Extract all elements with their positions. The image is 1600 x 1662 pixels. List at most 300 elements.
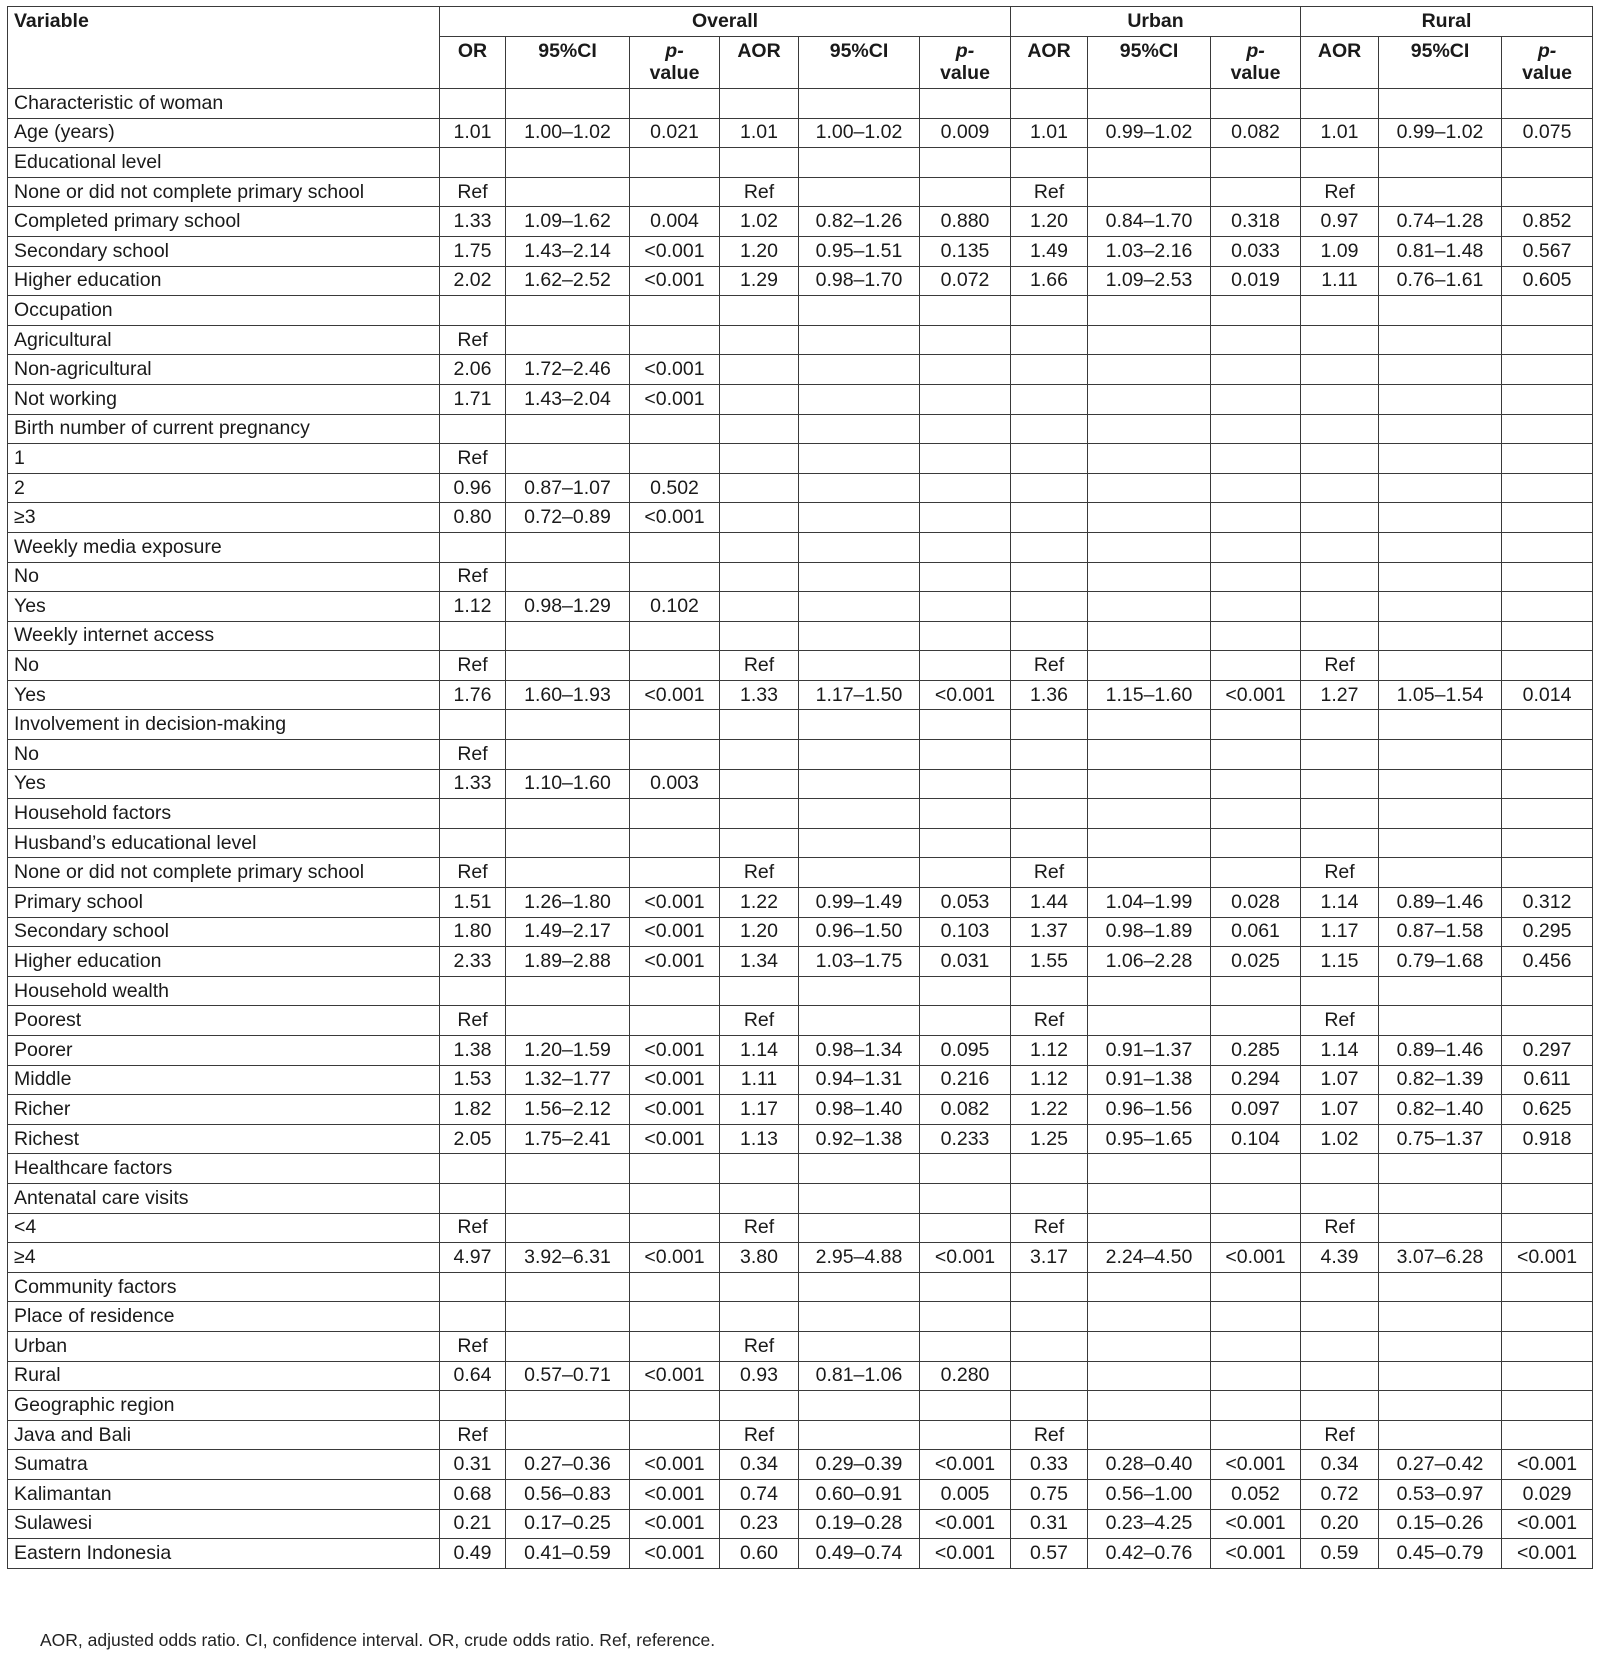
- table-cell: [506, 1154, 630, 1184]
- category-row: [8, 532, 1593, 562]
- table-cell: <0.001: [630, 1243, 720, 1273]
- table-cell: 0.57: [1011, 1539, 1088, 1569]
- table-cell: 1.01: [720, 118, 799, 148]
- table-cell: [440, 710, 506, 740]
- subcolumn-header-text: OR: [457, 40, 488, 62]
- table-cell: 1.25: [1011, 1124, 1088, 1154]
- table-cell: <0.001: [630, 947, 720, 977]
- table-cell: [440, 1154, 506, 1184]
- table-cell: [630, 828, 720, 858]
- table-cell: <0.001: [920, 1539, 1011, 1569]
- table-cell: [799, 1331, 920, 1361]
- table-cell: [1502, 473, 1593, 503]
- category-row: [8, 414, 1593, 444]
- subcolumn-header-text: value: [1230, 62, 1281, 84]
- table-cell: Ref: [720, 1331, 799, 1361]
- table-cell: [920, 592, 1011, 622]
- table-cell: [1088, 325, 1211, 355]
- table-cell: <0.001: [630, 384, 720, 414]
- table-cell: 0.94–1.31: [799, 1065, 920, 1095]
- table-cell: [1379, 1331, 1502, 1361]
- table-row: [8, 1006, 1593, 1036]
- table-cell: [1379, 177, 1502, 207]
- table-cell: [920, 148, 1011, 178]
- table-cell: [720, 621, 799, 651]
- table-cell: [1211, 976, 1301, 1006]
- table-cell: [799, 858, 920, 888]
- table-cell: [506, 828, 630, 858]
- table-cell: [1211, 177, 1301, 207]
- table-cell: 1.36: [1011, 680, 1088, 710]
- table-cell: [920, 503, 1011, 533]
- table-cell: [720, 1183, 799, 1213]
- table-cell: [1088, 473, 1211, 503]
- table-cell: Ref: [1011, 177, 1088, 207]
- table-cell: [1088, 1391, 1211, 1421]
- table-cell: [799, 473, 920, 503]
- table-cell: [720, 1272, 799, 1302]
- table-cell: <0.001: [630, 1539, 720, 1569]
- row-label: Weekly internet access: [8, 621, 440, 651]
- table-cell: [1211, 562, 1301, 592]
- table-cell: 0.280: [920, 1361, 1011, 1391]
- table-cell: 0.297: [1502, 1036, 1593, 1066]
- row-label: Eastern Indonesia: [8, 1539, 440, 1569]
- table-cell: 0.76–1.61: [1379, 266, 1502, 296]
- table-cell: 0.84–1.70: [1088, 207, 1211, 237]
- table-cell: [799, 769, 920, 799]
- table-cell: [920, 473, 1011, 503]
- table-cell: 1.11: [720, 1065, 799, 1095]
- table-cell: [720, 325, 799, 355]
- table-cell: [1502, 1361, 1593, 1391]
- table-cell: 4.97: [440, 1243, 506, 1273]
- table-cell: [1211, 799, 1301, 829]
- table-cell: [1301, 89, 1379, 119]
- section-row: [8, 89, 1593, 119]
- table-cell: 0.061: [1211, 917, 1301, 947]
- table-cell: [630, 799, 720, 829]
- row-label: Urban: [8, 1331, 440, 1361]
- table-row: [8, 177, 1593, 207]
- table-cell: [630, 1006, 720, 1036]
- table-cell: [1088, 1302, 1211, 1332]
- table-cell: [1502, 1154, 1593, 1184]
- table-cell: 0.99–1.02: [1379, 118, 1502, 148]
- table-cell: <0.001: [630, 503, 720, 533]
- table-cell: <0.001: [1211, 1509, 1301, 1539]
- table-cell: [1379, 1154, 1502, 1184]
- subcolumn-header-text: value: [1522, 62, 1572, 84]
- table-cell: 0.003: [630, 769, 720, 799]
- table-cell: 0.19–0.28: [799, 1509, 920, 1539]
- subcolumn-header: [630, 37, 720, 89]
- table-cell: [506, 325, 630, 355]
- table-row: [8, 1213, 1593, 1243]
- table-cell: [799, 384, 920, 414]
- table-cell: [506, 444, 630, 474]
- table-cell: [720, 710, 799, 740]
- table-cell: [799, 592, 920, 622]
- table-cell: 2.95–4.88: [799, 1243, 920, 1273]
- table-cell: [1211, 710, 1301, 740]
- table-cell: [720, 1154, 799, 1184]
- table-cell: [1502, 799, 1593, 829]
- table-cell: [1379, 148, 1502, 178]
- table-cell: [1088, 1331, 1211, 1361]
- header-row-groups: [8, 7, 1593, 37]
- table-cell: 1.11: [1301, 266, 1379, 296]
- table-cell: 1.22: [720, 888, 799, 918]
- table-cell: 1.53: [440, 1065, 506, 1095]
- table-cell: 1.07: [1301, 1095, 1379, 1125]
- row-label: Completed primary school: [8, 207, 440, 237]
- table-cell: <0.001: [630, 1095, 720, 1125]
- table-cell: [630, 532, 720, 562]
- table-cell: [506, 799, 630, 829]
- p-italic-prefix: p-: [1246, 40, 1265, 62]
- table-cell: [1502, 1006, 1593, 1036]
- table-cell: [1502, 769, 1593, 799]
- table-cell: 1.00–1.02: [506, 118, 630, 148]
- table-cell: [1379, 592, 1502, 622]
- p-italic-prefix: p-: [955, 40, 975, 62]
- table-cell: 1.33: [440, 207, 506, 237]
- table-cell: [1088, 414, 1211, 444]
- table-cell: 0.605: [1502, 266, 1593, 296]
- table-cell: 1.43–2.04: [506, 384, 630, 414]
- table-cell: [506, 296, 630, 326]
- table-cell: 0.89–1.46: [1379, 888, 1502, 918]
- table-cell: [920, 1154, 1011, 1184]
- table-cell: 0.98–1.34: [799, 1036, 920, 1066]
- table-cell: Ref: [720, 177, 799, 207]
- table-cell: 1.01: [1011, 118, 1088, 148]
- table-cell: 1.01: [440, 118, 506, 148]
- row-label: Age (years): [8, 118, 440, 148]
- row-label: Husband’s educational level: [8, 828, 440, 858]
- table-cell: 1.17: [720, 1095, 799, 1125]
- table-cell: [1502, 828, 1593, 858]
- subcolumn-header: [1502, 37, 1593, 89]
- table-row: [8, 503, 1593, 533]
- table-row: [8, 236, 1593, 266]
- table-cell: [920, 976, 1011, 1006]
- table-cell: [630, 444, 720, 474]
- table-cell: 0.97: [1301, 207, 1379, 237]
- table-cell: [920, 1420, 1011, 1450]
- table-cell: 0.56–1.00: [1088, 1479, 1211, 1509]
- table-cell: <0.001: [1211, 1539, 1301, 1569]
- table-cell: Ref: [440, 1420, 506, 1450]
- table-cell: 0.028: [1211, 888, 1301, 918]
- table-cell: 2.02: [440, 266, 506, 296]
- table-cell: [1379, 532, 1502, 562]
- table-cell: 1.26–1.80: [506, 888, 630, 918]
- subcolumn-header-text: 95%CI: [1410, 40, 1470, 62]
- table-cell: Ref: [440, 740, 506, 770]
- table-cell: [1011, 592, 1088, 622]
- table-cell: [1011, 414, 1088, 444]
- table-cell: [920, 799, 1011, 829]
- table-cell: [1011, 799, 1088, 829]
- table-cell: <0.001: [630, 1509, 720, 1539]
- table-cell: 1.51: [440, 888, 506, 918]
- table-cell: [506, 532, 630, 562]
- subcolumn-header-text: 95%CI: [1119, 40, 1179, 62]
- table-cell: 0.81–1.48: [1379, 236, 1502, 266]
- table-cell: [1088, 976, 1211, 1006]
- subcolumn-header-text: value: [940, 62, 990, 84]
- table-cell: [720, 740, 799, 770]
- table-cell: [1011, 296, 1088, 326]
- row-label: Birth number of current pregnancy: [8, 414, 440, 444]
- table-cell: 0.918: [1502, 1124, 1593, 1154]
- table-cell: <0.001: [630, 888, 720, 918]
- table-cell: 0.34: [1301, 1450, 1379, 1480]
- table-cell: [720, 562, 799, 592]
- table-cell: [1088, 384, 1211, 414]
- table-cell: [440, 1302, 506, 1332]
- table-cell: 3.80: [720, 1243, 799, 1273]
- table-cell: 0.102: [630, 592, 720, 622]
- table-cell: 1.20: [720, 917, 799, 947]
- table-cell: [1088, 296, 1211, 326]
- table-cell: 0.74–1.28: [1379, 207, 1502, 237]
- table-row: [8, 1420, 1593, 1450]
- table-cell: [1211, 89, 1301, 119]
- table-row: [8, 740, 1593, 770]
- table-row: [8, 917, 1593, 947]
- table-cell: 0.097: [1211, 1095, 1301, 1125]
- table-cell: [920, 828, 1011, 858]
- table-cell: [799, 1391, 920, 1421]
- table-cell: [1011, 1154, 1088, 1184]
- table-cell: Ref: [440, 1213, 506, 1243]
- subcolumn-header: [1211, 37, 1301, 89]
- table-cell: [1379, 1302, 1502, 1332]
- table-cell: [1379, 621, 1502, 651]
- table-cell: 0.21: [440, 1509, 506, 1539]
- table-row: [8, 1065, 1593, 1095]
- table-cell: [1379, 976, 1502, 1006]
- table-cell: 1.20: [1011, 207, 1088, 237]
- table-cell: [1502, 1302, 1593, 1332]
- table-row: [8, 562, 1593, 592]
- table-cell: [1088, 799, 1211, 829]
- table-cell: [1379, 710, 1502, 740]
- table-cell: [1379, 414, 1502, 444]
- subcolumn-header: [506, 37, 630, 89]
- table-cell: [1011, 621, 1088, 651]
- table-cell: 0.880: [920, 207, 1011, 237]
- table-cell: [799, 355, 920, 385]
- table-row: [8, 1539, 1593, 1569]
- table-row: [8, 355, 1593, 385]
- table-cell: [799, 1154, 920, 1184]
- table-cell: 0.87–1.07: [506, 473, 630, 503]
- table-cell: 0.052: [1211, 1479, 1301, 1509]
- table-cell: [630, 740, 720, 770]
- table-cell: 0.082: [1211, 118, 1301, 148]
- table-cell: 0.005: [920, 1479, 1011, 1509]
- table-cell: [1379, 858, 1502, 888]
- table-cell: [506, 414, 630, 444]
- table-cell: [1301, 799, 1379, 829]
- table-cell: 3.92–6.31: [506, 1243, 630, 1273]
- row-label: Weekly media exposure: [8, 532, 440, 562]
- table-cell: [1211, 473, 1301, 503]
- table-cell: [1301, 1183, 1379, 1213]
- table-cell: <0.001: [1502, 1509, 1593, 1539]
- table-cell: [799, 325, 920, 355]
- table-cell: 1.82: [440, 1095, 506, 1125]
- row-label: Primary school: [8, 888, 440, 918]
- table-cell: 1.01: [1301, 118, 1379, 148]
- table-cell: [920, 532, 1011, 562]
- table-cell: 1.04–1.99: [1088, 888, 1211, 918]
- table-cell: [440, 828, 506, 858]
- table-footnote: AOR, adjusted odds ratio. CI, confidence interval. OR, crude odds ratio. Ref, reference.: [40, 1630, 716, 1650]
- subcolumn-header-text: AOR: [737, 40, 781, 62]
- table-cell: [1379, 384, 1502, 414]
- table-cell: 0.82–1.39: [1379, 1065, 1502, 1095]
- table-cell: [630, 1154, 720, 1184]
- table-cell: Ref: [1301, 651, 1379, 681]
- table-cell: 0.33: [1011, 1450, 1088, 1480]
- table-cell: <0.001: [630, 1124, 720, 1154]
- table-cell: [1211, 296, 1301, 326]
- table-cell: 0.021: [630, 118, 720, 148]
- table-cell: 0.42–0.76: [1088, 1539, 1211, 1569]
- table-cell: [506, 1183, 630, 1213]
- table-cell: 1.27: [1301, 680, 1379, 710]
- table-cell: [440, 799, 506, 829]
- table-cell: [1301, 296, 1379, 326]
- table-cell: [799, 296, 920, 326]
- group-header-overall: Overall: [440, 7, 1011, 37]
- table-cell: [1011, 740, 1088, 770]
- table-row: [8, 266, 1593, 296]
- table-cell: Ref: [1011, 1420, 1088, 1450]
- table-cell: 0.80: [440, 503, 506, 533]
- table-cell: [1088, 858, 1211, 888]
- table-cell: 1.75: [440, 236, 506, 266]
- table-cell: 1.03–1.75: [799, 947, 920, 977]
- table-cell: 0.49: [440, 1539, 506, 1569]
- table-cell: <0.001: [920, 1243, 1011, 1273]
- table-cell: 0.318: [1211, 207, 1301, 237]
- table-cell: 1.02: [720, 207, 799, 237]
- table-cell: [1011, 1361, 1088, 1391]
- table-cell: [1502, 1183, 1593, 1213]
- table-cell: [720, 828, 799, 858]
- table-cell: [799, 621, 920, 651]
- table-cell: [1211, 414, 1301, 444]
- table-cell: 1.66: [1011, 266, 1088, 296]
- table-cell: [720, 444, 799, 474]
- subcolumn-header: [799, 37, 920, 89]
- table-cell: 0.82–1.40: [1379, 1095, 1502, 1125]
- table-cell: [720, 976, 799, 1006]
- table-cell: [1379, 828, 1502, 858]
- category-row: [8, 1391, 1593, 1421]
- table-cell: [1088, 592, 1211, 622]
- table-cell: [1379, 325, 1502, 355]
- table-cell: [1011, 444, 1088, 474]
- table-cell: [1379, 1391, 1502, 1421]
- table-cell: [920, 651, 1011, 681]
- table-cell: [799, 177, 920, 207]
- table-cell: 2.33: [440, 947, 506, 977]
- table-cell: [799, 1420, 920, 1450]
- table-cell: 1.12: [1011, 1065, 1088, 1095]
- table-cell: [1379, 1361, 1502, 1391]
- table-cell: [1011, 769, 1088, 799]
- table-cell: 0.135: [920, 236, 1011, 266]
- group-header-rural: Rural: [1301, 7, 1593, 37]
- table-cell: [720, 148, 799, 178]
- table-row: [8, 1509, 1593, 1539]
- table-cell: [1379, 1213, 1502, 1243]
- category-row: [8, 1302, 1593, 1332]
- table-cell: [720, 296, 799, 326]
- table-cell: [1211, 148, 1301, 178]
- table-cell: [720, 532, 799, 562]
- table-cell: 0.60–0.91: [799, 1479, 920, 1509]
- table-cell: [799, 651, 920, 681]
- table-cell: [1211, 621, 1301, 651]
- table-cell: 0.98–1.70: [799, 266, 920, 296]
- table-cell: 1.15: [1301, 947, 1379, 977]
- table-cell: [1011, 1302, 1088, 1332]
- table-cell: [1301, 1302, 1379, 1332]
- table-cell: [920, 1331, 1011, 1361]
- table-cell: [920, 1272, 1011, 1302]
- table-cell: [1011, 532, 1088, 562]
- row-label: Household wealth: [8, 976, 440, 1006]
- table-cell: <0.001: [1502, 1539, 1593, 1569]
- table-cell: [1502, 532, 1593, 562]
- table-cell: [1502, 355, 1593, 385]
- table-cell: [1211, 1006, 1301, 1036]
- table-cell: [1088, 769, 1211, 799]
- table-cell: 1.33: [720, 680, 799, 710]
- table-cell: Ref: [720, 1213, 799, 1243]
- table-cell: [506, 976, 630, 1006]
- table-cell: 0.095: [920, 1036, 1011, 1066]
- row-label: 2: [8, 473, 440, 503]
- table-cell: [630, 1302, 720, 1332]
- table-cell: [1301, 325, 1379, 355]
- table-cell: 0.611: [1502, 1065, 1593, 1095]
- row-label: Sumatra: [8, 1450, 440, 1480]
- table-cell: [799, 1213, 920, 1243]
- table-cell: [1211, 1331, 1301, 1361]
- table-cell: [1088, 1272, 1211, 1302]
- table-cell: [506, 710, 630, 740]
- table-cell: 0.28–0.40: [1088, 1450, 1211, 1480]
- table-cell: [1211, 1272, 1301, 1302]
- table-cell: [1088, 1213, 1211, 1243]
- table-cell: [1088, 1006, 1211, 1036]
- table-cell: [1379, 799, 1502, 829]
- table-cell: Ref: [440, 1006, 506, 1036]
- table-cell: [799, 799, 920, 829]
- table-cell: [720, 799, 799, 829]
- table-cell: 1.34: [720, 947, 799, 977]
- table-cell: [920, 562, 1011, 592]
